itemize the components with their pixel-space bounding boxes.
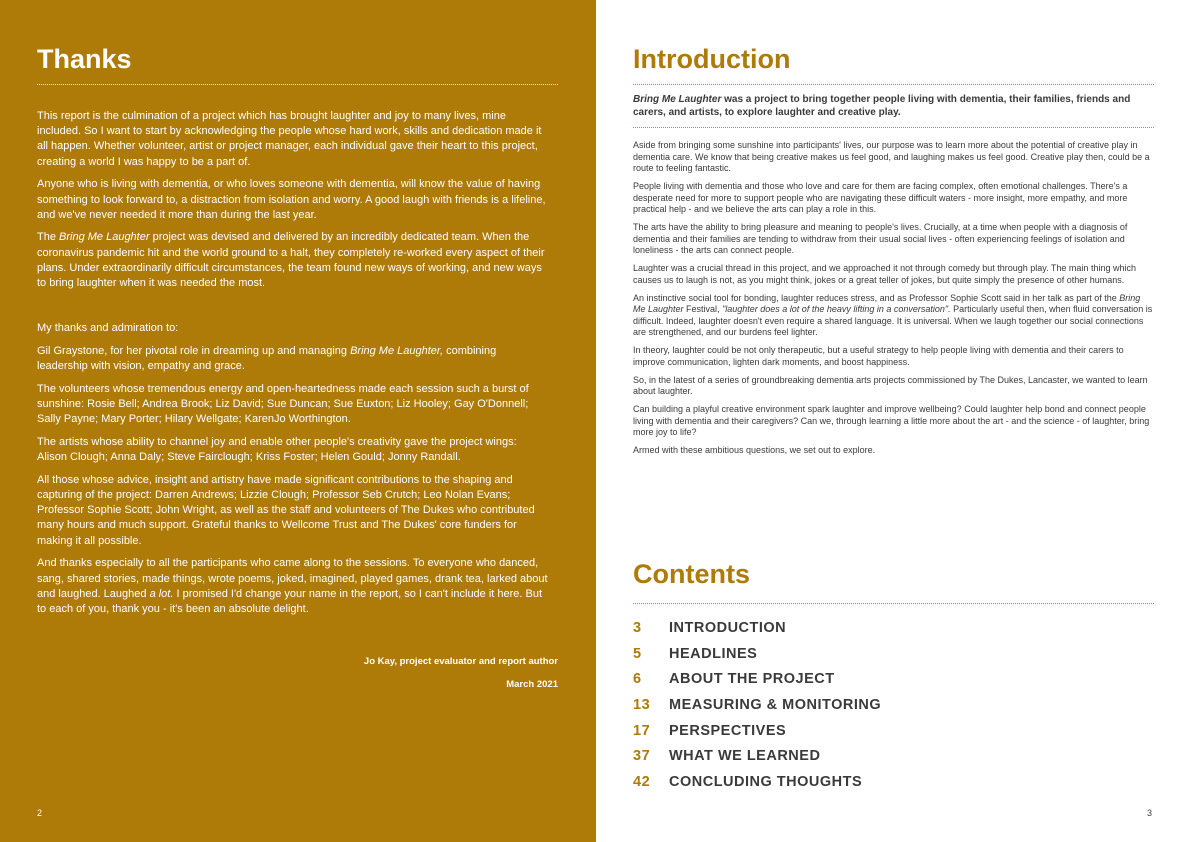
toc-page-number: 17: [633, 722, 651, 739]
title-divider: [37, 84, 558, 85]
paragraph: All those whose advice, insight and artistry have made significant contributions to the shaping and capturing of the project: Darren Andrews; Lizzie Clough; Professor Seb Crutch; Leo Nolan Evans; Professor Sophie Scott; John Wright, as well as the staff and volunteers of The Dukes who contributed many hours and much support. Grateful thanks to Wellcome Trust and The Dukes' core funders for making it all possible.: [37, 473, 535, 547]
toc-title: PERSPECTIVES: [669, 722, 787, 739]
toc-item[interactable]: [633, 769, 1154, 795]
toc-item[interactable]: [633, 615, 1154, 641]
paragraph: The Bring Me Laughter project was devised and delivered by an incredibly dedicated team. When the coronavirus pandemic hit and the world ground to a halt, they completely re-worked every aspect of their plans. Under extraordinarily difficult circumstances, the team found new ways of working, and new ways to bring laughter when it was needed the most.: [37, 231, 545, 290]
toc-title: ABOUT THE PROJECT: [669, 671, 835, 688]
paragraph: The volunteers whose tremendous energy and open-heartedness made each session such a burst of sunshine: Rosie Bell; Andrea Brook; Liz David; Sue Duncan; Sue Euxton; Liz Hooley; Gay O'Donnell; Sally Payne; Mary Porter; Hilary Wellgate; KarenJo Worthington.: [37, 382, 529, 426]
intro-title: Introduction: [633, 44, 791, 74]
toc-page-number: 42: [633, 773, 651, 790]
toc-item[interactable]: [633, 666, 1154, 692]
paragraph: Aside from bringing some sunshine into participants' lives, our purpose was to learn more about the potential of creative play in dementia care. We know that being creative makes us feel good, and laughing makes us feel good. Creative play then, could be a route to feeling fantastic.: [633, 140, 1150, 173]
author-date: March 2021: [506, 679, 558, 690]
intro-body: [633, 140, 1154, 463]
toc-title: INTRODUCTION: [669, 619, 787, 636]
toc-page-number: 5: [633, 645, 642, 662]
paragraph: Armed with these ambitious questions, we set out to explore.: [633, 445, 876, 455]
toc-item[interactable]: [633, 743, 1154, 769]
toc-title: CONCLUDING THOUGHTS: [669, 773, 863, 790]
contents-divider: [633, 603, 1154, 604]
toc-page-number: 13: [633, 696, 651, 713]
toc-item[interactable]: [633, 692, 1154, 718]
toc-page-number: 3: [633, 619, 642, 636]
paragraph: The artists whose ability to channel joy and enable other people's creativity gave the project wings: Alison Clough; Anna Daly; Steve Fairclough; Kriss Foster; Helen Gould; Jonny Randall.: [37, 435, 517, 464]
page-number: 3: [1147, 808, 1153, 818]
paragraph: So, in the latest of a series of groundbreaking dementia arts projects commissioned by The Dukes, Lancaster, we wanted to learn about laughter.: [633, 374, 1148, 396]
table-of-contents: [633, 615, 1154, 795]
page-number: 2: [37, 808, 43, 818]
toc-page-number: 6: [633, 671, 642, 688]
paragraph: In theory, laughter could be not only therapeutic, but a useful strategy to help people living with dementia and their carers to improve communication, lighten dark moments, and boost happiness.: [633, 345, 1124, 367]
paragraph: Laughter was a crucial thread in this project, and we approached it not through comedy but through play. The main thing which causes us to laugh is not, as you might think, jokes or a great teller of jokes, but quite simply the presence of other humans.: [633, 263, 1136, 285]
title-divider: [633, 84, 1154, 85]
toc-item[interactable]: [633, 641, 1154, 667]
paragraph: Gil Graystone, for her pivotal role in dreaming up and managing Bring Me Laughter, combining leadership with vision, empathy and grace.: [37, 344, 497, 373]
paragraph: This report is the culmination of a project which has brought laughter and joy to many lives, mine included. So I want to start by acknowledging the people whose hard work, skills and dedication made it all happen. Whether volunteer, artist or project manager, each individual gave their heart to this project, creating a world I was happy to be a part of.: [37, 110, 542, 168]
toc-title: HEADLINES: [669, 645, 758, 662]
paragraph: An instinctive social tool for bonding, laughter reduces stress, and as Professor Sophie Scott said in her talk as part of the Bring Me Laughter Festival, "laughter does a lot of the heavy lifting in a conversation". Particularly useful then, when fluid conversation is difficult. Indeed, laughter doesn't even require a shared language. It is universal. When we laugh together our social connections are strengthened, and our burdens feel lighter.: [633, 292, 1153, 337]
toc-title: MEASURING & MONITORING: [669, 696, 882, 713]
contents-title: Contents: [633, 559, 750, 589]
paragraph: And thanks especially to all the participants who came along to the sessions. To everyone who danced, sang, shared stories, made things, wrote poems, joked, imagined, played games, drank tea, larked about and laughed. Laughed a lot. I promised I'd change your name in the report, so I can't include it here. But to each of you, thank you - it's been an absolute delight.: [37, 557, 548, 615]
lead-divider: [633, 127, 1154, 128]
intro-lead: Bring Me Laughter was a project to bring together people living with dementia, their families, friends and carers, and artists, to explore laughter and creative play.: [633, 94, 1131, 118]
page-title: Thanks: [37, 44, 132, 74]
introduction-page: [596, 0, 1191, 842]
author-signature: Jo Kay, project evaluator and report author: [363, 656, 558, 667]
paragraph: People living with dementia and those who love and care for them are facing complex, often emotional challenges. There's a desperate need for more to support people who are navigating these difficult waters - more insight, more empathy, and more practical help - and we believe the arts can play a role in this.: [633, 181, 1128, 214]
toc-title: WHAT WE LEARNED: [669, 748, 821, 765]
toc-page-number: 37: [633, 748, 651, 765]
paragraph: Anyone who is living with dementia, or who loves someone with dementia, will know the value of having something to look forward to, a distraction from isolation and worry. A good laugh with friends is a lifeline, and we've never needed it more than during the last year.: [37, 178, 546, 221]
paragraph: The arts have the ability to bring pleasure and meaning to people's lives. Crucially, at a time when people with a diagnosis of dementia and their families are tending to withdraw from their usual social lives - often experiencing feelings of isolation and loneliness - the arts can connect people.: [633, 222, 1128, 255]
paragraph: My thanks and admiration to:: [37, 322, 179, 335]
paragraph: Can building a playful creative environment spark laughter and improve wellbeing? Could laughter help bond and connect people living with dementia and their caregivers? Can we, through learning a little more about the art - and the science - of laughter, bring more joy to life?: [633, 404, 1150, 437]
thanks-body: [37, 109, 549, 625]
toc-item[interactable]: [633, 718, 1154, 744]
